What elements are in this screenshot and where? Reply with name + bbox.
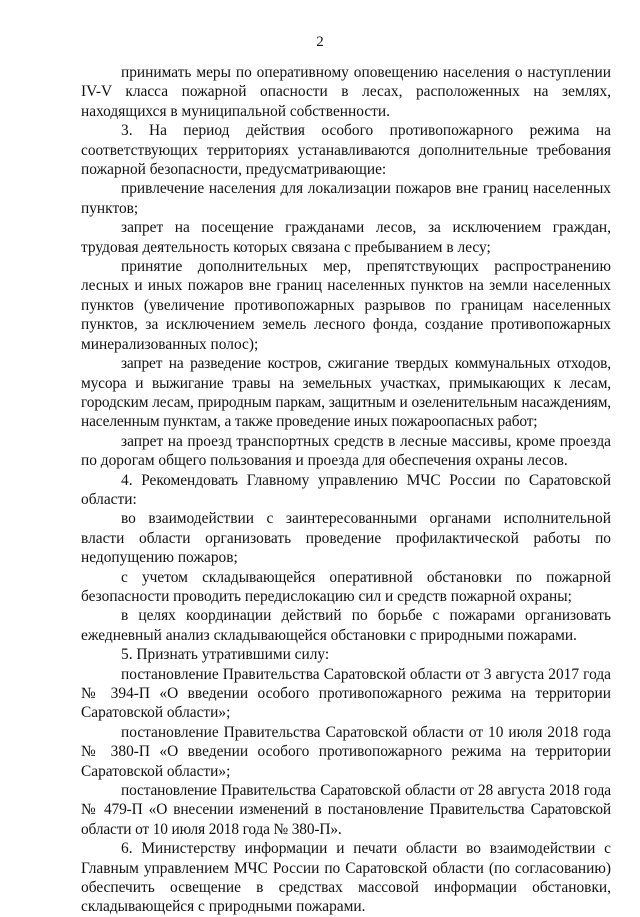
paragraph-vehicle-ban: запрет на проезд транспортных средств в лесные массивы, кроме проезда по дорогам общего пользования и проезда для обеспечения охраны лесов.	[81, 432, 611, 470]
paragraph-repeal-394p: постановление Правительства Саратовской области от 3 августа 2017 года № 394-П «О введении особого противопожарного режима на территории Саратовской области»;	[81, 665, 611, 722]
paragraph-additional-measures: принятие дополнительных мер, препятствующих распространению лесных и иных пожаров вне границ населенных пунктов на земли населенных пунктов (увеличение противопожарных разрывов по границам населенных пунктов, за исключением земель лесного фонда, создание противопожарных минерализованных полос);	[81, 258, 611, 353]
paragraph-6-media-coverage: 6. Министерству информации и печати области во взаимодействии с Главным управлением МЧС России по Саратовской области (по согласованию) обеспечить освещение в средствах массовой информации обстановки, складывающейся с природными пожарами.	[81, 840, 611, 916]
paragraph-5-repeal: 5. Признать утратившими силу:	[121, 646, 330, 664]
paragraph-daily-analysis: в целях координации действий по борьбе с пожарами организовать ежедневный анализ складывающейся обстановки с природными пожарами.	[81, 607, 611, 644]
page-number: 2	[316, 34, 324, 50]
paragraph-fire-ban: запрет на разведение костров, сжигание твердых коммунальных отходов, мусора и выжигание травы на земельных участках, примыкающих к лесам, городским лесам, природным паркам, защитным и озеленительным насаждениям, населенным пунктам, а также проведение иных пожароопасных работ;	[81, 355, 611, 431]
paragraph-repeal-479p: постановление Правительства Саратовской области от 28 августа 2018 года № 479-П «О внесении изменений в постановление Правительства Саратовской области от 10 июля 2018 года № 380-П».	[81, 782, 611, 838]
document-body	[81, 63, 611, 917]
paragraph-repeal-380p: постановление Правительства Саратовской области от 10 июля 2018 года № 380-П «О введении особого противопожарного режима на территории Саратовской области»;	[81, 723, 611, 780]
paragraph-prevention-work: во взаимодействии с заинтересованными органами исполнительной власти области организовать проведение профилактической работы по недопущению пожаров;	[81, 510, 611, 567]
paragraph-3-special-regime: 3. На период действия особого противопожарного режима на соответствующих территориях устанавливаются дополнительные требования пожарной безопасности, предусматривающие:	[81, 122, 611, 179]
paragraph-redeployment: с учетом складывающейся оперативной обстановки по пожарной безопасности проводить передислокацию сил и средств пожарной охраны;	[81, 568, 611, 605]
paragraph-notify-population: принимать меры по оперативному оповещению населения о наступлении IV-V класса пожарной опасности в лесах, расположенных на землях, находящихся в муниципальной собственности.	[81, 64, 611, 120]
paragraph-4-recommend: 4. Рекомендовать Главному управлению МЧС России по Саратовской области:	[81, 471, 611, 508]
paragraph-forest-visit-ban: запрет на посещение гражданами лесов, за исключением граждан, трудовая деятельность которых связана с пребыванием в лесу;	[81, 219, 611, 256]
paragraph-attract-population: привлечение населения для локализации пожаров вне границ населенных пунктов;	[81, 180, 611, 217]
